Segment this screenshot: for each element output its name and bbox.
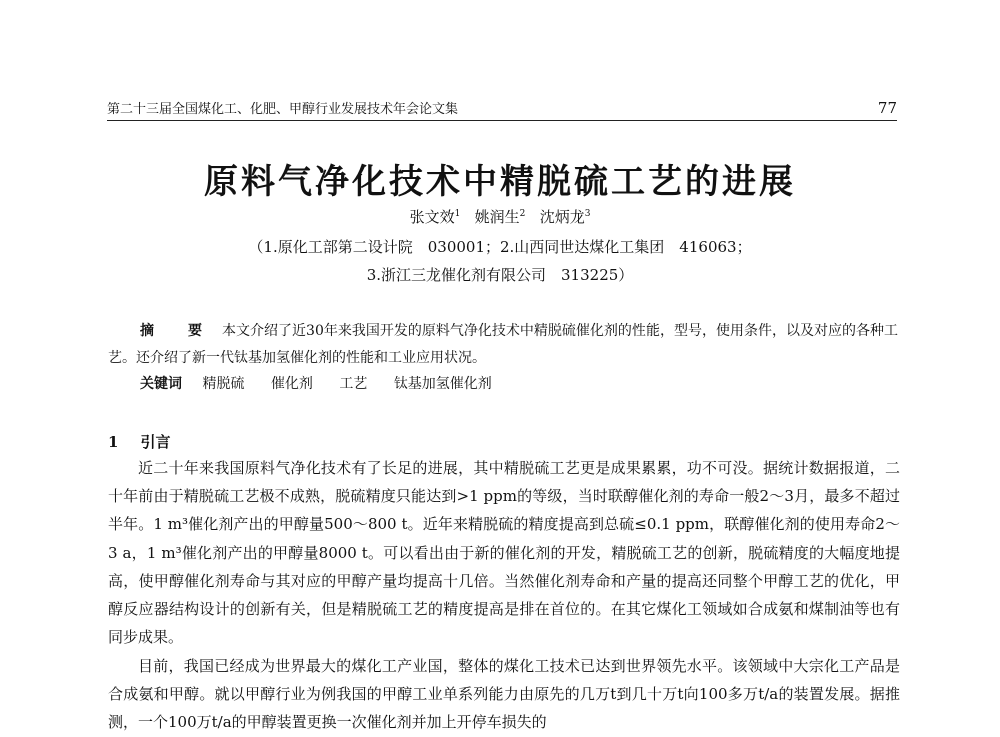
page-number: 77 (877, 99, 897, 117)
section-title: 引言 (140, 433, 171, 451)
body-paragraph-2: 目前，我国已经成为世界最大的煤化工产业国，整体的煤化工技术已达到世界领先水平。该领域中大宗化工产品是合成氨和甲醇。就以甲醇行业为例我国的甲醇工业单系列能力由原先的几万t到几十万t向100多万t/a的装置发展。据推测，一个100万t/a的甲醇装置更换一次催化剂并加上开停车损失的 (108, 657, 900, 732)
section-heading (108, 431, 170, 452)
keywords-label: 关键词 (140, 376, 182, 392)
body-paragraph-1: 近二十年来我国原料气净化技术有了长足的进展，其中精脱硫工艺更是成果累累，功不可没。据统计数据报道，二十年前由于精脱硫工艺极不成熟，脱硫精度只能达到>1 ppm的等级，当时联醇催化剂的寿命一般2～3月，最多不超过半年。1 m³催化剂产出的甲醇量500～800 t。近年来精脱硫的精度提高到总硫≤0.1 ppm，联醇催化剂的使用寿命2～3 a，1 m³催化剂产出的甲醇量8000 t。可以看出由于新的催化剂的开发，精脱硫工艺的创新，脱硫精度的大幅度地提高，使甲醇催化剂寿命与其对应的甲醇产量均提高十几倍。当然催化剂寿命和产量的提高还同整个甲醇工艺的优化，甲醇反应器结构设计的创新有关，但是精脱硫工艺的精度提高是排在首位的。在其它煤化工领域如合成氨和煤制油等也有同步成果。 (108, 459, 900, 647)
keyword: 工艺 (339, 376, 368, 392)
author-name: 姚润生 (474, 208, 520, 226)
keyword: 催化剂 (270, 376, 313, 392)
affiliation-line-1: （1.原化工部第二设计院 030001；2.山西同世达煤化工集团 416063； (248, 238, 752, 256)
keyword: 钛基加氢催化剂 (393, 376, 492, 392)
running-header (107, 98, 897, 121)
running-title: 第二十三届全国煤化工、化肥、甲醇行业发展技术年会论文集 (107, 102, 459, 117)
section-number: 1 (108, 433, 119, 451)
author-list (0, 206, 1000, 227)
affiliation-line-2: 3.浙江三龙催化剂有限公司 313225） (366, 266, 634, 284)
abstract-text: 本文介绍了近30年来我国开发的原料气净化技术中精脱硫催化剂的性能，型号，使用条件，以及对应的各种工艺。还介绍了新一代钛基加氢催化剂的性能和工业应用状况。 (108, 323, 899, 366)
keywords (140, 373, 514, 393)
abstract-label: 摘 要 (140, 323, 213, 339)
author-name: 张文效 (409, 208, 455, 226)
author-mark: 1 (454, 209, 461, 219)
keyword: 精脱硫 (202, 376, 245, 392)
author-name: 沈炳龙 (539, 208, 585, 226)
paper-title: 原料气净化技术中精脱硫工艺的进展 (204, 162, 796, 202)
abstract (108, 318, 898, 372)
author-mark: 3 (584, 209, 591, 219)
author-mark: 2 (519, 209, 526, 219)
